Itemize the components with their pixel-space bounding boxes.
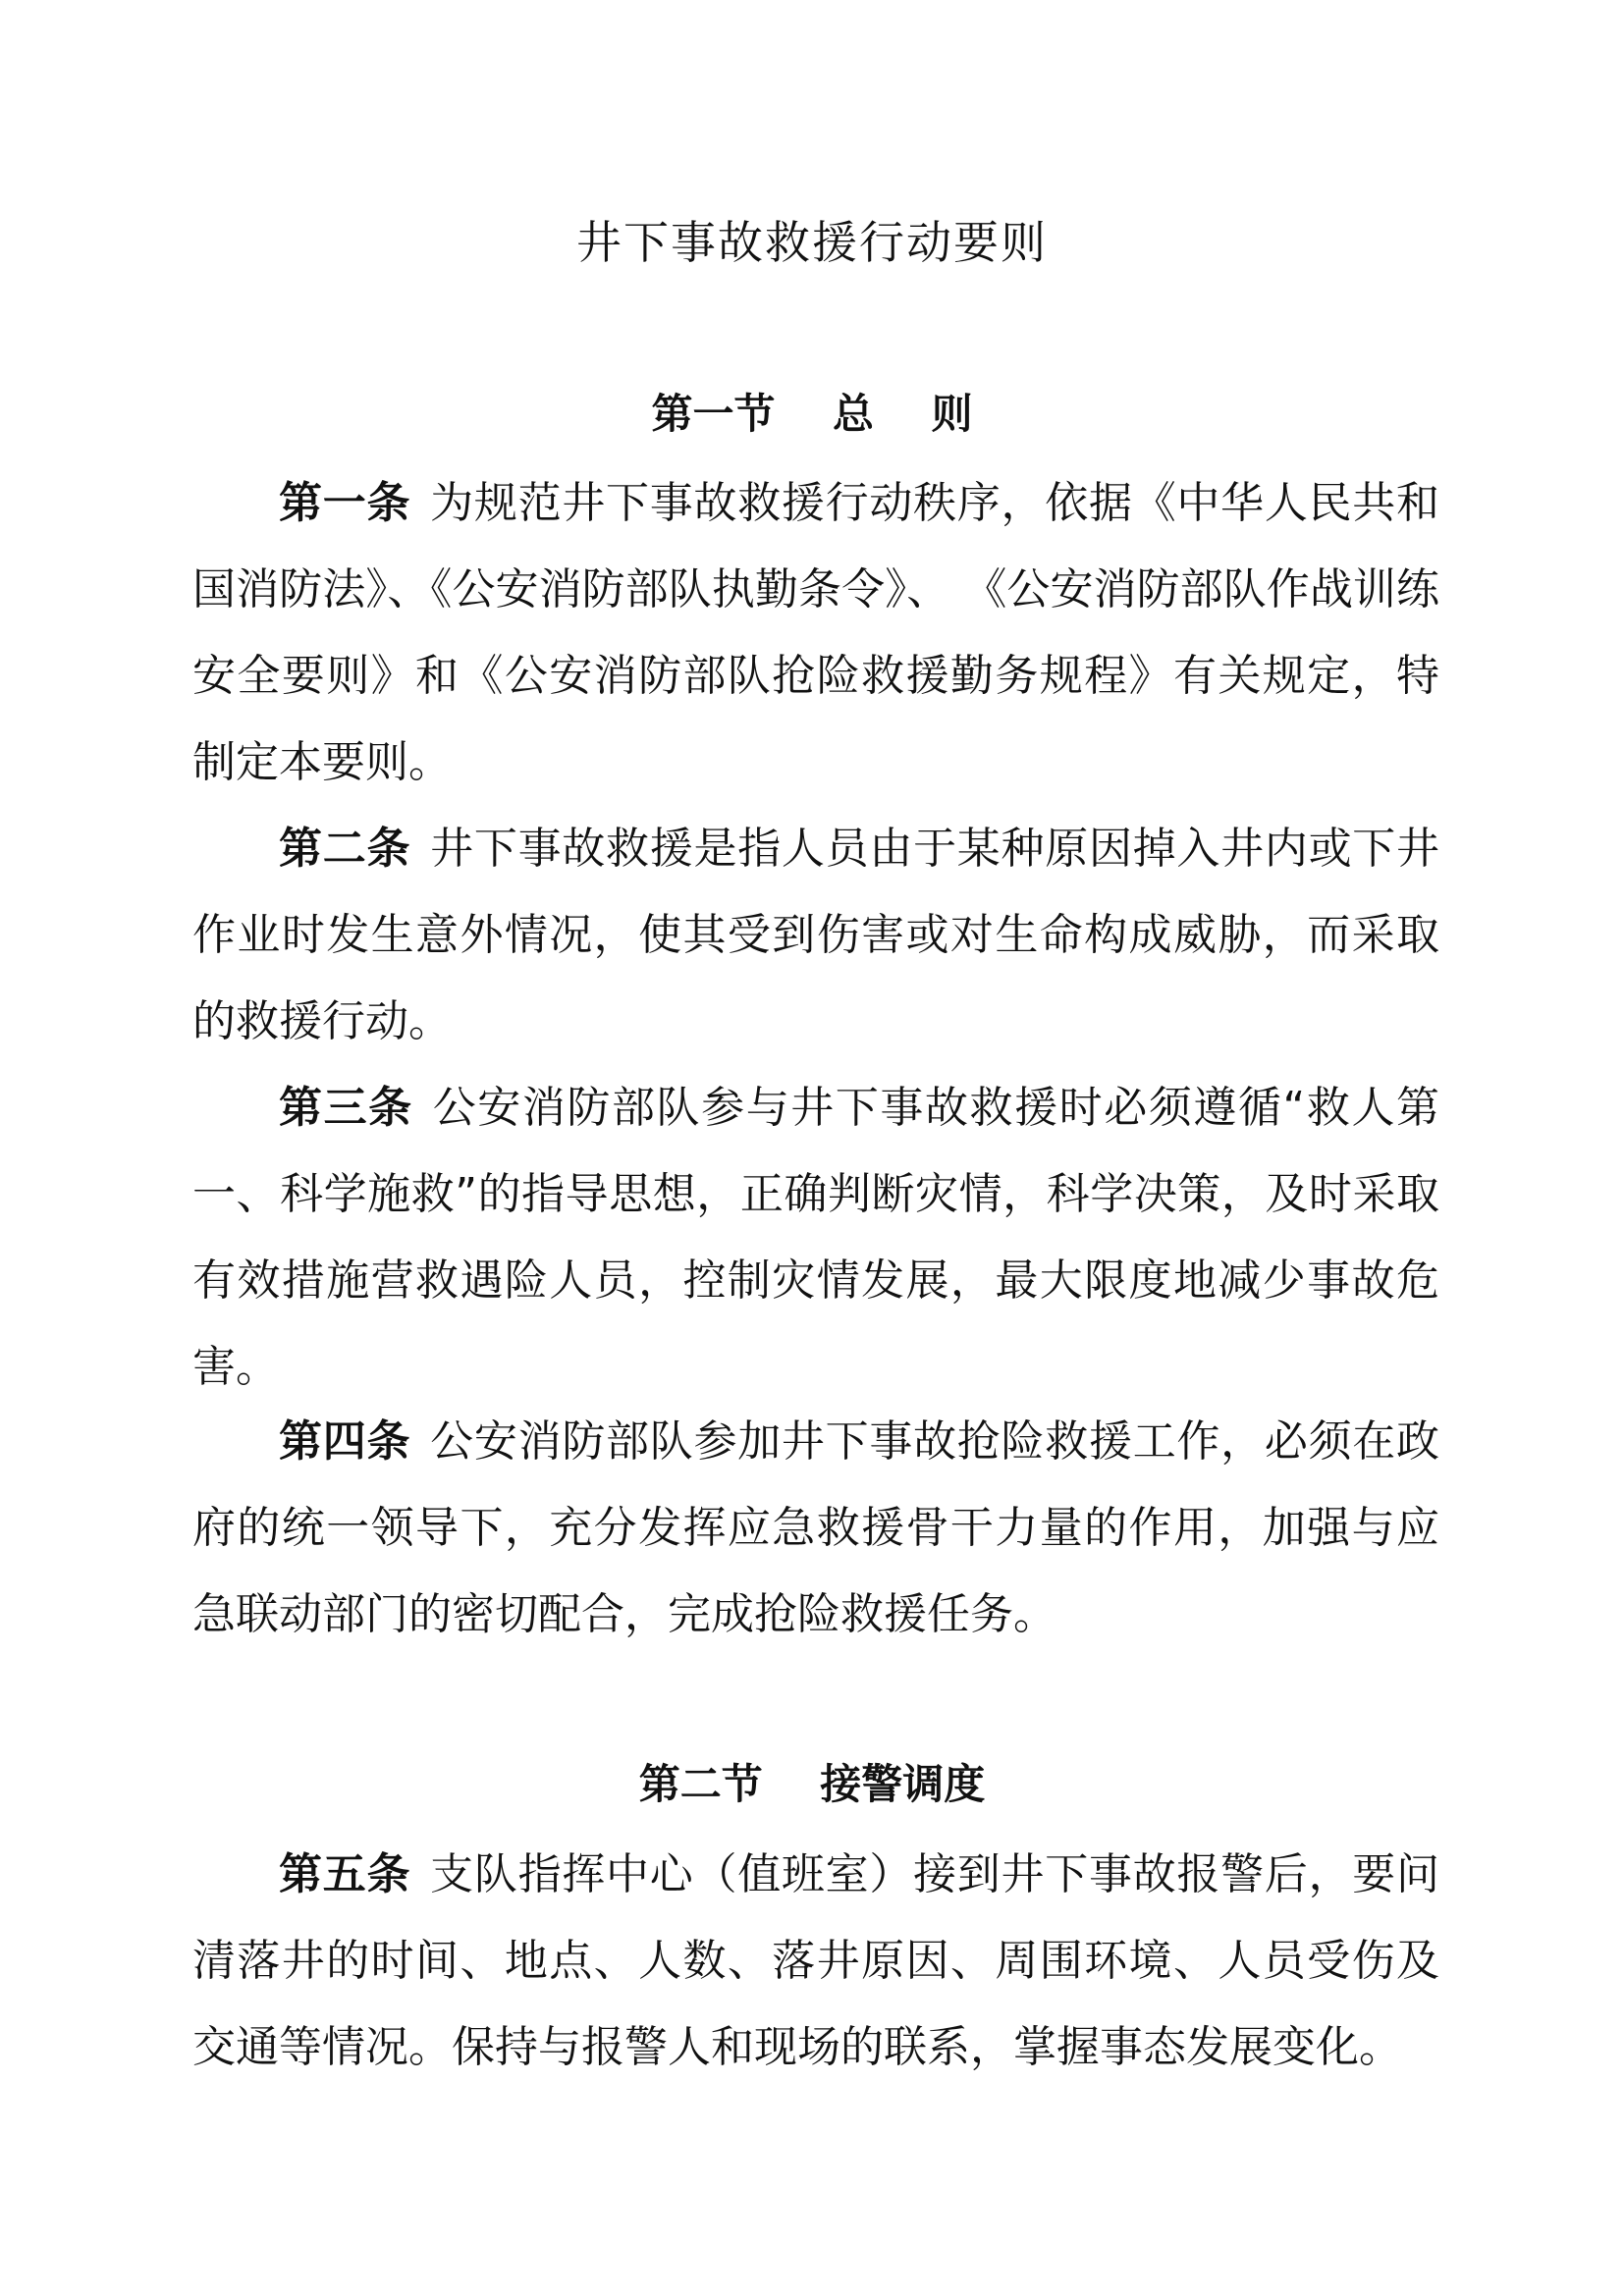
- article-number: 第四条: [279, 1416, 411, 1467]
- document-title: 井下事故救援行动要则: [576, 216, 1048, 269]
- article-number: 第五条: [279, 1849, 411, 1899]
- section-heading-1: 第一节 总 则: [651, 390, 973, 438]
- article-2: [192, 806, 1439, 1065]
- article-text: 公安消防部队参加井下事故抢险救援工作，必须在政府的统一领导下，充分发挥应急救援骨干力量的作用，加强与应急联动部门的密切配合，完成抢险救援任务。: [192, 1416, 1440, 1639]
- article-4: [192, 1399, 1439, 1658]
- article-5: [192, 1832, 1439, 2091]
- article-number: 第二条: [279, 824, 411, 874]
- article-number: 第一条: [279, 478, 411, 528]
- article-text: 为规范井下事故救援行动秩序，依据《中华人民共和国消防法》、《公安消防部队执勤条令》、 《公安消防部队作战训练安全要则》和《公安消防部队抢险救援勤务规程》有关规定，特制定本要则。: [192, 478, 1440, 787]
- article-text: 井下事故救援是指人员由于某种原因掉入井内或下井作业时发生意外情况，使其受到伤害或对生命构成威胁，而采取的救援行动。: [192, 824, 1440, 1046]
- article-text: 公安消防部队参与井下事故救援时必须遵循“救人第一、科学施救”的指导思想，正确判断灾情，科学决策，及时采取有效措施营救遇险人员，控制灾情发展，最大限度地减少事故危害。: [192, 1083, 1440, 1392]
- section-heading-2: 第二节 接警调度: [638, 1760, 986, 1808]
- article-number: 第三条: [279, 1083, 413, 1133]
- article-3: [192, 1065, 1439, 1411]
- article-text: 支队指挥中心（值班室）接到井下事故报警后，要问清落井的时间、地点、人数、落井原因、周围环境、人员受伤及交通等情况。保持与报警人和现场的联系，掌握事态发展变化。: [192, 1849, 1440, 2072]
- article-1: [192, 460, 1439, 806]
